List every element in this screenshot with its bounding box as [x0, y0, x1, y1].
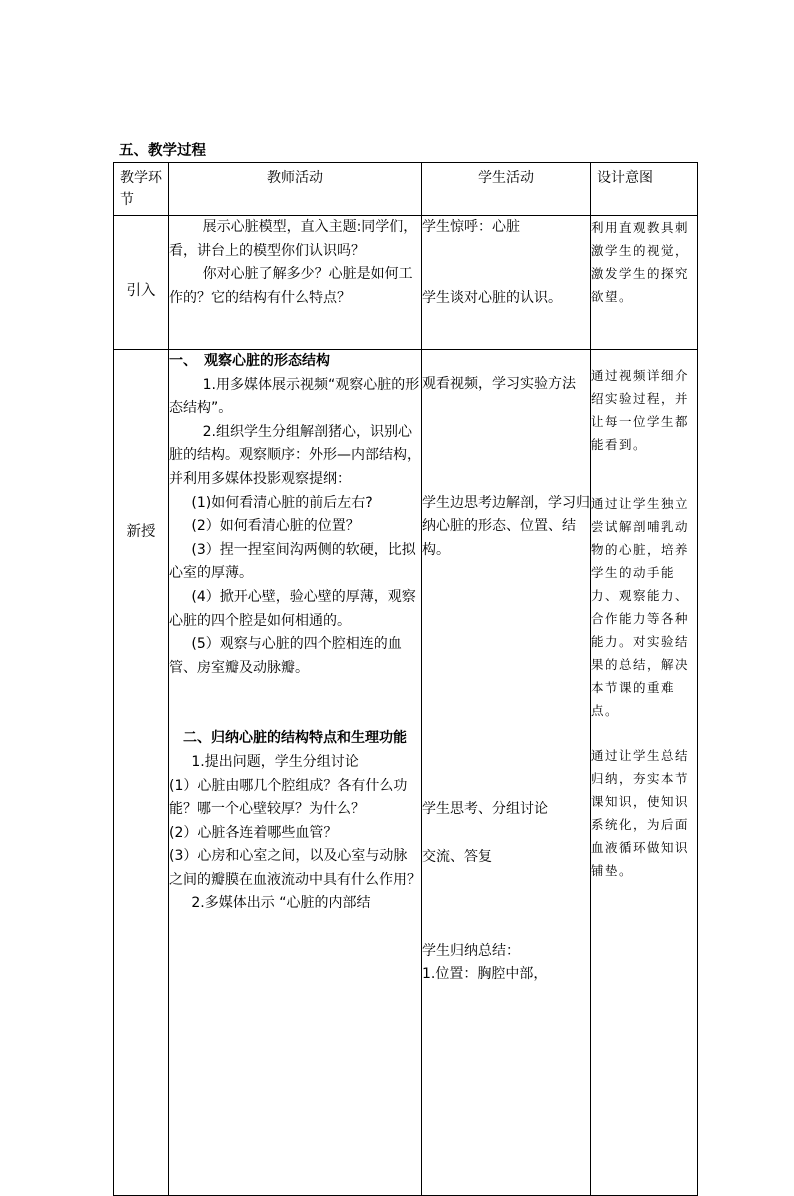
discussion-item: (3）心房和心室之间，以及心室与动脉之间的瓣膜在血液流动中具有什么作用？	[169, 848, 421, 888]
student-text: 学生思考、分组讨论	[422, 801, 548, 818]
student-text: 学生边思考边解剖，学习归纳心脏的形态、位置、结构。	[422, 494, 590, 558]
header-teacher: 教师活动	[169, 163, 422, 216]
student-text: 观看视频，学习实验方法	[422, 376, 576, 392]
table-row-new	[114, 350, 698, 1196]
stage-intro: 引入	[114, 216, 169, 350]
discussion-item: (1）心脏由哪几个腔组成？各有什么功能？哪一个心壁较厚？为什么？	[169, 777, 408, 818]
teacher-cell-new	[169, 350, 422, 1196]
student-cell-new	[422, 350, 591, 1196]
design-text: 通过视频详细介绍实验过程，并让每一位学生都能看到。	[591, 368, 690, 452]
student-text: 交流、答复	[422, 848, 492, 865]
teacher-text: 展示心脏模型，直入主题:同学们，看，讲台上的模型你们认识吗？	[169, 219, 418, 259]
table-row-intro	[114, 216, 698, 350]
student-text: 1.位置：胸腔中部，	[422, 966, 548, 983]
question-item: (4）掀开心壁，验心壁的厚薄，观察心脏的四个腔是如何相通的。	[169, 588, 416, 629]
section-heading-1: 一、 观察心脏的形态结构	[169, 353, 330, 369]
discussion-item: (2）心脏各连着哪些血管？	[169, 824, 338, 841]
student-cell-intro	[422, 216, 591, 350]
student-text: 学生谈对心脏的认识。	[422, 289, 562, 306]
teacher-text: 你对心脏了解多少？心脏是如何工作的？它的结构有什么特点？	[169, 266, 413, 306]
design-cell-new	[591, 350, 698, 1196]
header-row	[114, 163, 698, 216]
question-item: (2）如何看清心脏的位置？	[191, 518, 360, 535]
teaching-process-table	[113, 162, 698, 1196]
stage-new: 新授	[114, 350, 169, 1196]
header-student: 学生活动	[422, 163, 591, 216]
student-text: 学生惊呼：心脏	[422, 219, 520, 235]
section-title: 五、教学过程	[119, 143, 206, 159]
question-item: (5）观察与心脏的四个腔相连的血管、房室瓣及动脉瓣。	[169, 636, 402, 676]
teacher-text: 1.提出问题，学生分组讨论	[191, 753, 359, 770]
teacher-text: 1.用多媒体展示视频“观察心脏的形态结构”。	[169, 376, 420, 417]
design-text: 通过让学生总结归纳，夯实本节课知识，使知识系统化，为后面血液循环做知识铺垫。	[591, 748, 690, 878]
design-text: 利用直观教具刺激学生的视觉，激发学生的探究欲望。	[591, 220, 690, 304]
teacher-text: 2.多媒体出示 “心脏的内部结	[191, 895, 371, 912]
student-text: 学生归纳总结：	[422, 942, 520, 959]
header-stage: 教学环节	[114, 163, 169, 216]
question-item: (3）捏一捏室间沟两侧的软硬，比拟心室的厚薄。	[169, 541, 416, 582]
section-heading-2: 二、归纳心脏的结构特点和生理功能	[183, 730, 407, 747]
header-design: 设计意图	[591, 163, 698, 216]
design-cell-intro	[591, 216, 698, 350]
teacher-text: 2.组织学生分组解剖猪心，识别心脏的结构。观察顺序：外形—内部结构，并利用多媒体投影观察提纲：	[169, 423, 421, 487]
teacher-cell-intro	[169, 216, 422, 350]
question-item: (1)如何看清心脏的前后左右?	[191, 494, 373, 511]
design-text: 通过让学生独立尝试解剖哺乳动物的心脏，培养学生的动手能力、观察能力、合作能力等各种能力。对实验结果的总结，解决本节课的重难点。	[591, 496, 690, 718]
